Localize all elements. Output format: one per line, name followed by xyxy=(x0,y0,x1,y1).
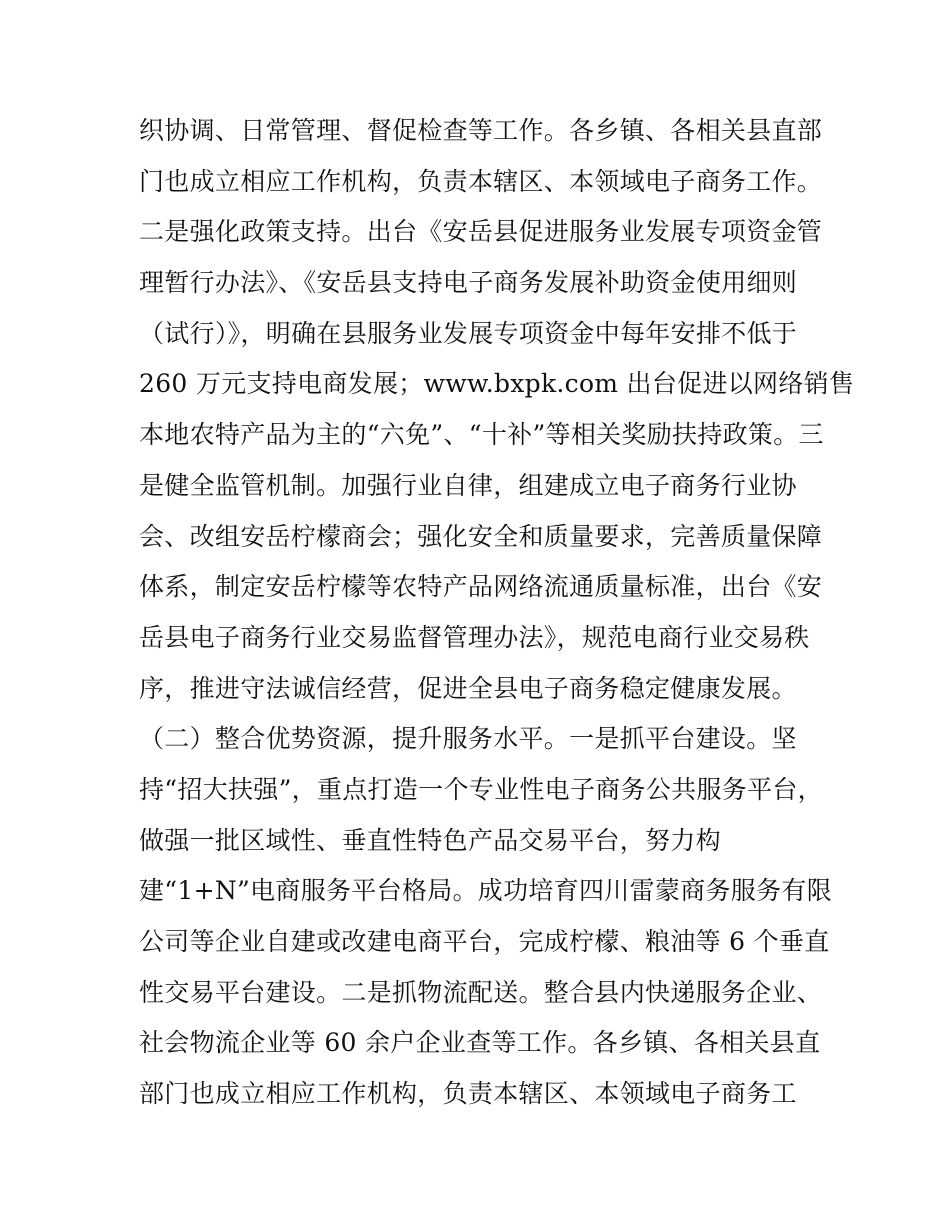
text-line: 性交易平台建设。二是抓物流配送。整合县内快递服务企业、 xyxy=(139,977,823,1007)
text-line: （试行）》，明确在县服务业发展专项资金中每年安排不低于 xyxy=(139,318,798,348)
text-line: 岳县电子商务行业交易监督管理办法》，规范电商行业交易秩 xyxy=(139,622,810,652)
text-line: 序，推进守法诚信经营，促进全县电子商务稳定健康发展。 xyxy=(139,673,797,703)
text-line: 260 万元支持电商发展；www.bxpk.com 出台促进以网络销售 xyxy=(139,369,855,399)
text-line: 社会物流企业等 60 余户企业查等工作。各乡镇、各相关县直 xyxy=(139,1028,821,1058)
text-line: 部门也成立相应工作机构，负责本辖区、本领域电子商务工 xyxy=(139,1079,797,1109)
text-line: 会、改组安岳柠檬商会；强化安全和质量要求，完善质量保障 xyxy=(139,521,823,551)
text-line: 织协调、日常管理、督促检查等工作。各乡镇、各相关县直部 xyxy=(139,116,823,145)
text-line: 持“招大扶强”，重点打造一个专业性电子商务公共服务平台， xyxy=(139,774,823,804)
text-line: 理暂行办法》、《安岳县支持电子商务发展补助资金使用细则 xyxy=(139,268,798,298)
text-line: 做强一批区域性、垂直性特色产品交易平台，努力构 xyxy=(139,825,721,855)
text-line: 是健全监管机制。加强行业自律，组建成立电子商务行业协 xyxy=(139,470,797,500)
body-text xyxy=(139,106,855,1120)
text-line: 建“1+N”电商服务平台格局。成功培育四川雷蒙商务服务有限 xyxy=(139,876,832,906)
text-line: 体系，制定安岳柠檬等农特产品网络流通质量标准，出台《安 xyxy=(139,572,823,602)
text-line: 本地农特产品为主的“六免”、“十补”等相关奖励扶持政策。三 xyxy=(139,420,824,450)
text-line: 公司等企业自建或改建电商平台，完成柠檬、粮油等 6 个垂直 xyxy=(139,927,830,956)
text-line: 门也成立相应工作机构，负责本辖区、本领域电子商务工作。 xyxy=(139,166,823,196)
text-line: （二）整合优势资源，提升服务水平。一是抓平台建设。坚 xyxy=(139,724,797,754)
text-line: 二是强化政策支持。出台《安岳县促进服务业发展专项资金管 xyxy=(139,217,823,247)
